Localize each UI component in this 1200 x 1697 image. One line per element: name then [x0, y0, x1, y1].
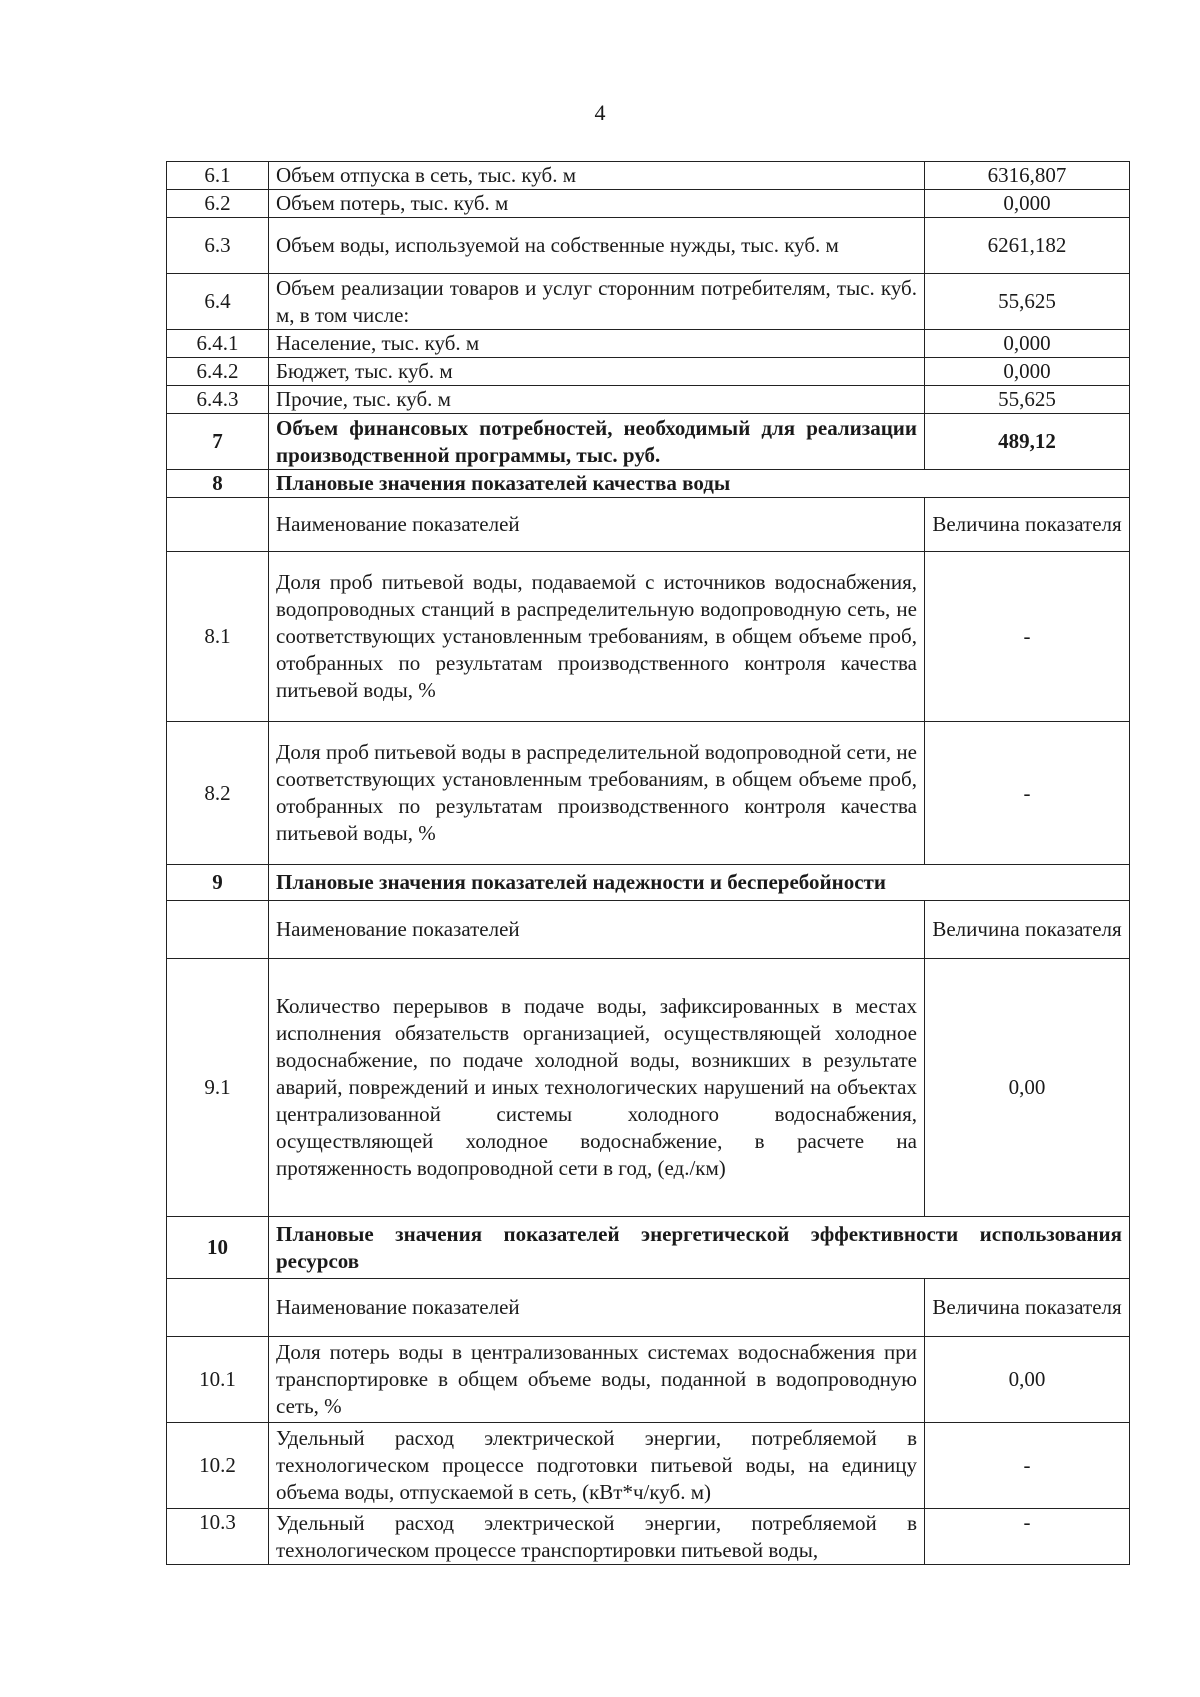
row-description: Объем реализации товаров и услуг сторонним потребителям, тыс. куб. м, в том числе: — [269, 274, 925, 330]
row-value: 0,000 — [925, 358, 1130, 386]
table-row — [167, 1509, 1130, 1565]
row-description: Доля проб питьевой воды в распределительной водопроводной сети, не соответствующих установленным требованиям, в общем объеме проб, отобранных по результатам производственного контроля качества питьевой воды, % — [269, 722, 925, 865]
row-value: - — [925, 722, 1130, 865]
table-row — [167, 274, 1130, 330]
row-number: 10.1 — [167, 1337, 269, 1423]
column-header-value: Величина показателя — [925, 1279, 1130, 1337]
column-header-row — [167, 498, 1130, 552]
row-number: 6.1 — [167, 162, 269, 190]
table-row — [167, 190, 1130, 218]
row-description: Объем потерь, тыс. куб. м — [269, 190, 925, 218]
column-header-name: Наименование показателей — [269, 498, 925, 552]
indicators-table — [166, 161, 1130, 1565]
row-number: 6.4.1 — [167, 330, 269, 358]
row-description: Доля потерь воды в централизованных системах водоснабжения при транспортировке в общем объеме воды, поданной в водопроводную сеть, % — [269, 1337, 925, 1423]
row-value: 55,625 — [925, 386, 1130, 414]
row-description: Бюджет, тыс. куб. м — [269, 358, 925, 386]
row-number: 9.1 — [167, 959, 269, 1217]
table-row — [167, 552, 1130, 722]
row-number: 6.4 — [167, 274, 269, 330]
section-number: 9 — [167, 865, 269, 901]
section-title: Плановые значения показателей качества воды — [269, 470, 1130, 498]
table-row — [167, 414, 1130, 470]
row-value: 0,000 — [925, 330, 1130, 358]
row-number: 7 — [167, 414, 269, 470]
row-value: 6261,182 — [925, 218, 1130, 274]
row-number: 6.2 — [167, 190, 269, 218]
row-description: Население, тыс. куб. м — [269, 330, 925, 358]
table-row — [167, 959, 1130, 1217]
table-row — [167, 1423, 1130, 1509]
row-value: - — [925, 1423, 1130, 1509]
row-description: Количество перерывов в подаче воды, зафиксированных в местах исполнения обязательств организацией, осуществляющей холодное водоснабжение, по подаче холодной воды, возникших в результате аварий, повреждений и иных технологических нарушений на объектах централизованной системы холодного водоснабжения, осуществляющей холодное водоснабжение, в расчете на протяженность водопроводной сети в год, (ед./км) — [269, 959, 925, 1217]
table-row — [167, 386, 1130, 414]
section-heading-row — [167, 470, 1130, 498]
row-number: 6.3 — [167, 218, 269, 274]
row-number: 6.4.2 — [167, 358, 269, 386]
table-row — [167, 722, 1130, 865]
row-number: 10.3 — [167, 1509, 269, 1565]
table-row — [167, 358, 1130, 386]
row-value: 0,00 — [925, 959, 1130, 1217]
row-description: Прочие, тыс. куб. м — [269, 386, 925, 414]
row-value: 0,000 — [925, 190, 1130, 218]
row-value: - — [925, 1509, 1130, 1565]
column-header-name: Наименование показателей — [269, 901, 925, 959]
column-header-value: Величина показателя — [925, 498, 1130, 552]
row-value: 489,12 — [925, 414, 1130, 470]
row-number: 8.1 — [167, 552, 269, 722]
row-value: 6316,807 — [925, 162, 1130, 190]
row-description: Объем воды, используемой на собственные нужды, тыс. куб. м — [269, 218, 925, 274]
section-title: Плановые значения показателей надежности и бесперебойности — [269, 865, 1130, 901]
section-number: 10 — [167, 1217, 269, 1279]
section-heading-row — [167, 865, 1130, 901]
column-header-name: Наименование показателей — [269, 1279, 925, 1337]
row-description: Доля проб питьевой воды, подаваемой с источников водоснабжения, водопроводных станций в распределительную водопроводную сеть, не соответствующих установленным требованиям, в общем объеме проб, отобранных по результатам производственного контроля качества питьевой воды, % — [269, 552, 925, 722]
row-description: Удельный расход электрической энергии, потребляемой в технологическом процессе подготовки питьевой воды, на единицу объема воды, отпускаемой в сеть, (кВт*ч/куб. м) — [269, 1423, 925, 1509]
table-row — [167, 162, 1130, 190]
row-number: 6.4.3 — [167, 386, 269, 414]
row-description: Объем финансовых потребностей, необходимый для реализации производственной программы, тыс. руб. — [269, 414, 925, 470]
row-description: Объем отпуска в сеть, тыс. куб. м — [269, 162, 925, 190]
column-header-row — [167, 1279, 1130, 1337]
row-value: 55,625 — [925, 274, 1130, 330]
column-header-row — [167, 901, 1130, 959]
row-value: 0,00 — [925, 1337, 1130, 1423]
column-header-value: Величина показателя — [925, 901, 1130, 959]
section-heading-row — [167, 1217, 1130, 1279]
table-row — [167, 330, 1130, 358]
row-number: 8.2 — [167, 722, 269, 865]
section-title: Плановые значения показателей энергетической эффективности использования ресурсов — [269, 1217, 1130, 1279]
section-number: 8 — [167, 470, 269, 498]
table-row — [167, 218, 1130, 274]
row-description: Удельный расход электрической энергии, потребляемой в технологическом процессе транспортировки питьевой воды, — [269, 1509, 925, 1565]
row-value: - — [925, 552, 1130, 722]
page-number: 4 — [594, 100, 606, 125]
table-row — [167, 1337, 1130, 1423]
row-number: 10.2 — [167, 1423, 269, 1509]
